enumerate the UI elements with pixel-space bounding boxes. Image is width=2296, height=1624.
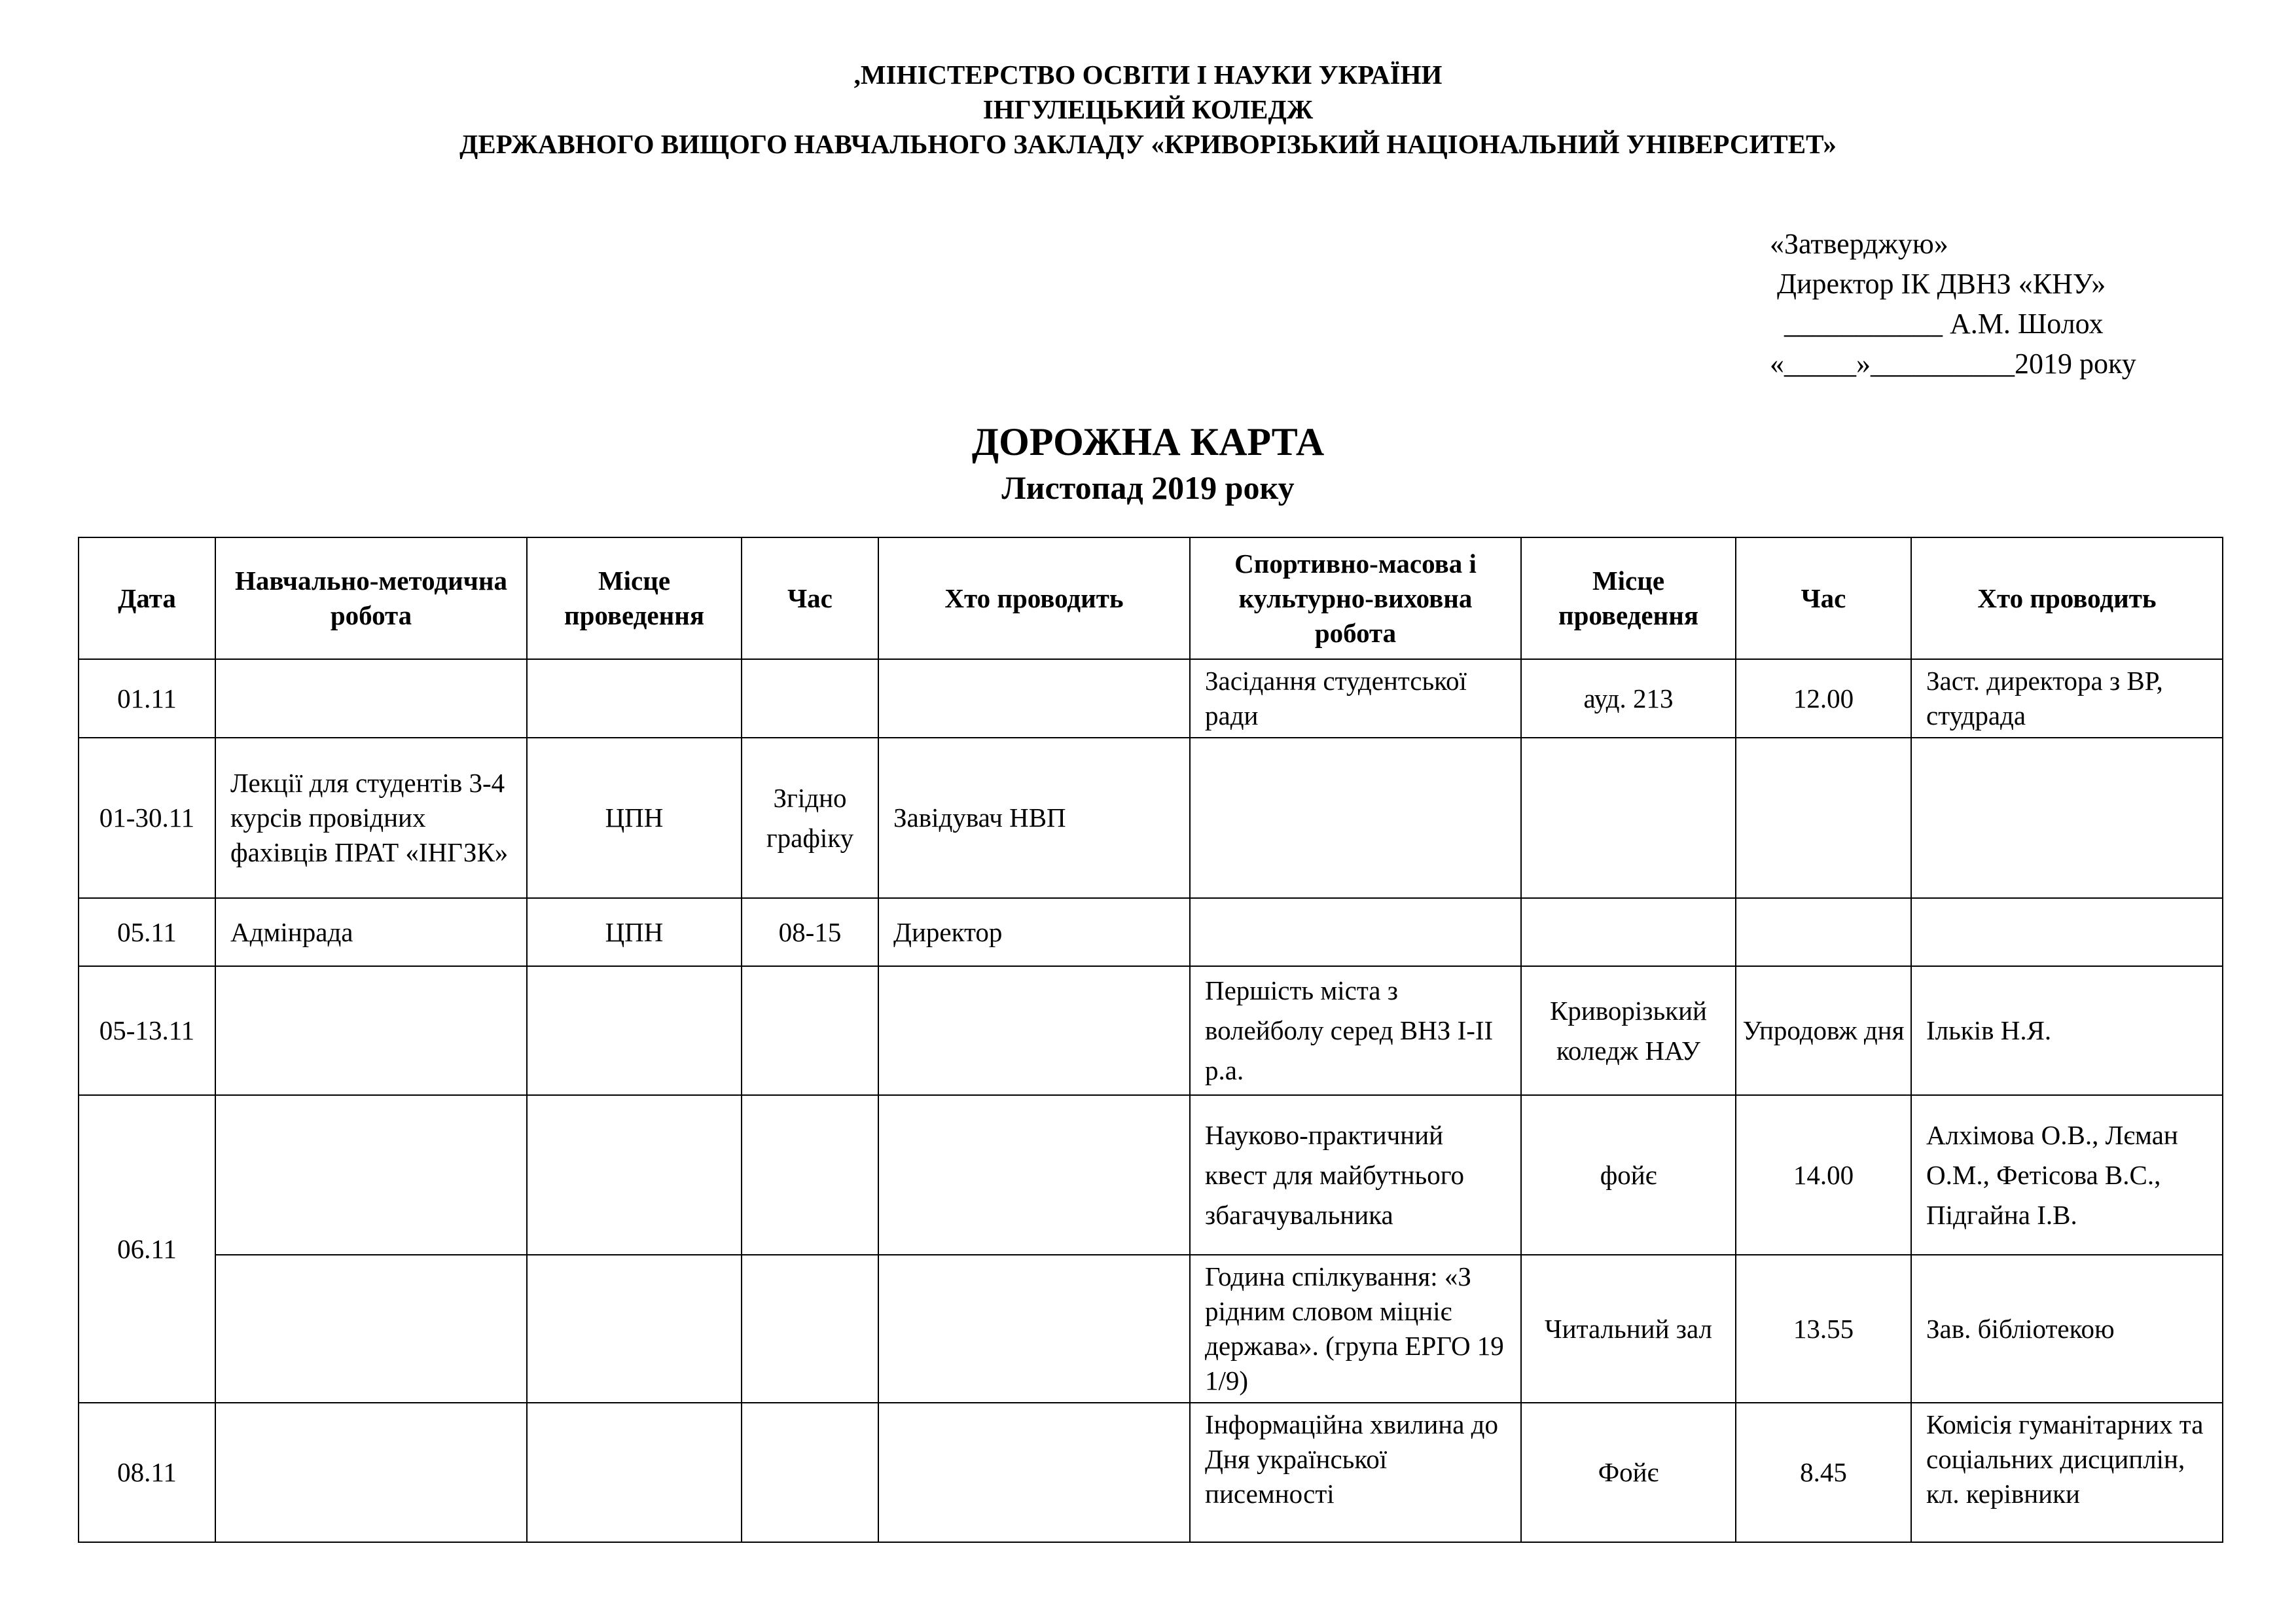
- table-row: [79, 1403, 2223, 1542]
- cell-edu-place: ЦПН: [527, 738, 742, 898]
- cell-cult-work: Засідання студентської ради: [1190, 659, 1521, 738]
- cell-edu-place: ЦПН: [527, 898, 742, 966]
- cell-edu-who: [878, 1255, 1190, 1403]
- cell-date: 05.11: [79, 898, 215, 966]
- cell-cult-time: [1736, 738, 1911, 898]
- cell-edu-work: [215, 659, 527, 738]
- cell-edu-time: Згідно графіку: [742, 738, 878, 898]
- cell-edu-who: [878, 966, 1190, 1095]
- cell-edu-time: [742, 1255, 878, 1403]
- cell-date: 01.11: [79, 659, 215, 738]
- cell-edu-who: Завідувач НВП: [878, 738, 1190, 898]
- cell-cult-who: [1911, 738, 2223, 898]
- table-row: [79, 1255, 2223, 1403]
- cell-edu-work: [215, 1255, 527, 1403]
- header-cult-who: Хто проводить: [1911, 537, 2223, 659]
- cell-cult-work: Першість міста з волейболу серед ВНЗ І-ІІ р.а.: [1190, 966, 1521, 1095]
- cell-edu-who: [878, 1403, 1190, 1542]
- cell-date: 08.11: [79, 1403, 215, 1542]
- approval-line-approve: «Затверджую»: [1770, 228, 1948, 260]
- cell-edu-place: [527, 1403, 742, 1542]
- cell-cult-work: Науково-практичний квест для майбутнього збагачувальника: [1190, 1095, 1521, 1255]
- cell-edu-time: 08-15: [742, 898, 878, 966]
- table-row: [79, 659, 2223, 738]
- cell-cult-time: 13.55: [1736, 1255, 1911, 1403]
- cell-edu-time: [742, 659, 878, 738]
- university-name: ДЕРЖАВНОГО ВИЩОГО НАВЧАЛЬНОГО ЗАКЛАДУ «КРИВОРІЗЬКИЙ НАЦІОНАЛЬНИЙ УНІВЕРСИТЕТ»: [459, 129, 1837, 159]
- cell-cult-time: Упродовж дня: [1736, 966, 1911, 1095]
- cell-cult-place: ауд. 213: [1521, 659, 1736, 738]
- document-header: [0, 58, 2296, 162]
- cell-cult-who: Ільків Н.Я.: [1911, 966, 2223, 1095]
- cell-edu-who: [878, 659, 1190, 738]
- cell-edu-time: [742, 1403, 878, 1542]
- cell-edu-work: [215, 1403, 527, 1542]
- cell-cult-work: [1190, 738, 1521, 898]
- approval-line-signature: ___________ А.М. Шолох: [1770, 308, 2104, 340]
- cell-edu-work: [215, 1095, 527, 1255]
- cell-edu-work: [215, 966, 527, 1095]
- cell-cult-who: Заст. директора з ВР, студрада: [1911, 659, 2223, 738]
- cell-cult-place: Фойє: [1521, 1403, 1736, 1542]
- approval-line-director: Директор ІК ДВНЗ «КНУ»: [1770, 268, 2106, 300]
- cell-cult-work: Година спілкування: «З рідним словом міцніє держава». (група ЕРГО 19 1/9): [1190, 1255, 1521, 1403]
- cell-cult-place: Криворізький коледж НАУ: [1521, 966, 1736, 1095]
- cell-cult-who: [1911, 898, 2223, 966]
- header-edu-who: Хто проводить: [878, 537, 1190, 659]
- table-row: [79, 966, 2223, 1095]
- cell-cult-place: Читальний зал: [1521, 1255, 1736, 1403]
- header-cult-work: Спортивно-масова і культурно-виховна робота: [1190, 537, 1521, 659]
- header-edu-time: Час: [742, 537, 878, 659]
- cell-cult-who: Алхімова О.В., Лєман О.М., Фетісова В.С., Підгайна І.В.: [1911, 1095, 2223, 1255]
- cell-cult-work: [1190, 898, 1521, 966]
- cell-edu-place: [527, 1095, 742, 1255]
- table-row: [79, 898, 2223, 966]
- header-edu-place: Місце проведення: [527, 537, 742, 659]
- cell-cult-time: [1736, 898, 1911, 966]
- table-row: [79, 738, 2223, 898]
- cell-cult-time: 14.00: [1736, 1095, 1911, 1255]
- table-header-row: [79, 537, 2223, 659]
- cell-edu-work: Лекції для студентів 3-4 курсів провідних фахівців ПРАТ «ІНГЗК»: [215, 738, 527, 898]
- cell-edu-place: [527, 1255, 742, 1403]
- ministry-name: ,МІНІСТЕРСТВО ОСВІТИ І НАУКИ УКРАЇНИ: [853, 60, 1443, 90]
- document-title: ДОРОЖНА КАРТА: [971, 420, 1325, 463]
- cell-edu-time: [742, 966, 878, 1095]
- cell-date: 05-13.11: [79, 966, 215, 1095]
- cell-cult-place: [1521, 898, 1736, 966]
- roadmap-table: [78, 537, 2223, 1543]
- cell-cult-who: Зав. бібліотекою: [1911, 1255, 2223, 1403]
- cell-cult-place: фойє: [1521, 1095, 1736, 1255]
- cell-date: 01-30.11: [79, 738, 215, 898]
- cell-edu-place: [527, 659, 742, 738]
- cell-edu-who: [878, 1095, 1190, 1255]
- cell-cult-who: Комісія гуманітарних та соціальних дисциплін, кл. керівники: [1911, 1403, 2223, 1542]
- cell-edu-place: [527, 966, 742, 1095]
- cell-edu-work: Адмінрада: [215, 898, 527, 966]
- cell-cult-time: 12.00: [1736, 659, 1911, 738]
- header-edu-work: Навчально-методична робота: [215, 537, 527, 659]
- cell-edu-who: Директор: [878, 898, 1190, 966]
- header-cult-time: Час: [1736, 537, 1911, 659]
- header-date: Дата: [79, 537, 215, 659]
- header-cult-place: Місце проведення: [1521, 537, 1736, 659]
- approval-line-date: «_____»__________2019 року: [1770, 348, 2136, 380]
- table-row: [79, 1095, 2223, 1255]
- cell-cult-time: 8.45: [1736, 1403, 1911, 1542]
- college-name: ІНГУЛЕЦЬКИЙ КОЛЕДЖ: [982, 94, 1314, 124]
- document-subtitle: Листопад 2019 року: [1001, 469, 1295, 506]
- cell-cult-work: Інформаційна хвилина до Дня української писемності: [1190, 1403, 1521, 1542]
- cell-cult-place: [1521, 738, 1736, 898]
- cell-edu-time: [742, 1095, 878, 1255]
- approval-block: [1770, 224, 2136, 384]
- cell-date: 06.11: [79, 1095, 215, 1403]
